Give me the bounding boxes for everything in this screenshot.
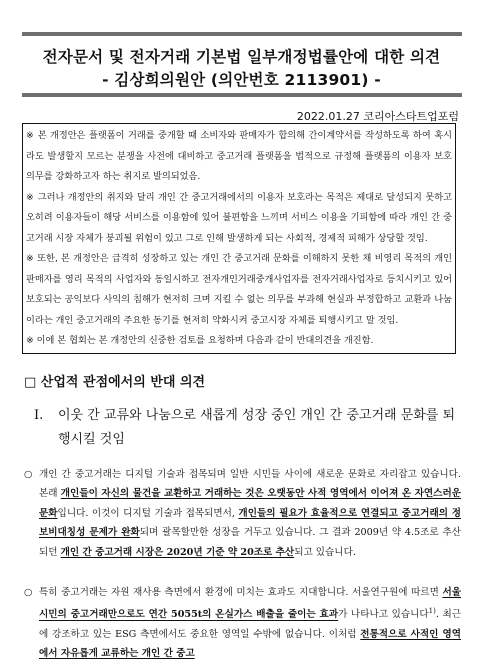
text-run: . 최근에 강조하고 있는 ESG 측면에서도 중요한 영역일 수밖에 없습니다. 이처럼	[39, 609, 461, 640]
summary-item: ※ 또한, 본 개정안은 급격히 성장하고 있는 개인 간 중고거래 문화를 이해하지 못한 채 비영리 목적의 개인판매자를 영리 목적의 사업자와 동일시하고 전자개인거래중개사업자를 전자거래사업자로 등치시키고 있어 보호되는 공익보다 사익의 침해가 현저히 크며 지킬 수 없는 의무를 부과해 현실과 부정합하고 교환과 나눔이라는 개인 중고거래의 주요한 동기를 현저히 약화시켜 중고시장 자체를 퇴행시키고 말 것임.	[26, 253, 452, 326]
roman-numeral: Ⅰ.	[34, 408, 44, 423]
underlined-emphasis: 개인들의 필요가 효율적으로 연결되고 중고거래의 정보비대칭성 문제가 완화	[39, 507, 461, 539]
paragraph-body	[39, 583, 461, 664]
top-rule	[22, 32, 462, 36]
text-run: 특히 중고거래는 자원 재사용 측면에서 환경에 미치는 효과도 지대합니다. 서울연구원에 따르면	[39, 587, 443, 598]
section-heading: □ 산업적 관점에서의 반대 의견	[24, 375, 206, 390]
document-subtitle: - 김상희의원안 (의안번호 2113901) -	[102, 71, 381, 89]
circle-bullet-icon: ○	[24, 587, 33, 598]
underlined-emphasis: 전통적으로 사적인 영역에서 자유롭게 교류하는 개인 간 중고	[39, 629, 461, 660]
underlined-emphasis: 개인 간 중고거래 시장은 2020년 기준 약 20조로 추산	[60, 546, 295, 558]
text-run: 개인 간 중고거래는 디지털 기술과 접목되며 일반 시민들 사이에 새로운 문화로 자리잡고 있습니다. 본래	[39, 469, 461, 500]
roman-item	[34, 404, 464, 452]
paragraph-2	[24, 583, 461, 664]
summary-item: ※ 그러나 개정안의 취지와 달리 개인 간 중고거래에서의 이용자 보호라는 목적은 제대로 달성되지 못하고 오히려 이용자들이 해당 서비스를 이용함에 있어 불편함을 느끼며 서비스 이용을 기피함에 따라 개인 간 중고거래 시장 자체가 붕괴될 위험이 있고 그로 인해 발생하게 되는 사회적, 경제적 피해가 상당할 것임.	[26, 191, 452, 244]
paragraph-1	[24, 465, 461, 562]
paragraph-body	[39, 465, 461, 562]
underlined-emphasis: 서울시민의 중고거래만으로도 연간 5055t의 온실가스 배출을 줄이는 효과	[39, 587, 461, 621]
bottom-rule	[22, 93, 462, 97]
text-run: 되며 괄목할만한 성장을 거두고 있습니다. 그 결과 2009년 약 4.5조로 추산되던	[39, 527, 461, 558]
footnote-marker[interactable]: 1)	[428, 607, 436, 616]
roman-item-text: 이웃 간 교류와 나눔으로 새롭게 성장 중인 개인 간 중고거래 문화를 퇴행시킬 것임	[58, 408, 456, 447]
document-title: 전자문서 및 전자거래 기본법 일부개정법률안에 대한 의견	[42, 48, 441, 66]
underlined-emphasis: 개인들이 자신의 물건을 교환하고 거래하는 것은 오랫동안 사적 영역에서 이어져 온 자연스러운 문화	[39, 488, 461, 519]
text-run: 입니다. 이것이 디지털 기술과 접목되면서,	[57, 507, 239, 519]
date-and-organization: 2022.01.27 코리아스타트업포럼	[296, 110, 459, 123]
text-run: 되고 있습니다.	[294, 546, 356, 558]
summary-box	[22, 123, 456, 354]
circle-bullet-icon: ○	[24, 469, 33, 480]
summary-item: ※ 본 개정안은 플랫폼이 거래를 중개할 때 소비자와 판매자가 합의해 간이계약서를 작성하도록 하여 혹시라도 발생할지 모르는 분쟁을 사전에 대비하고 중고거래 플랫폼을 법적으로 규정해 플랫폼의 이용자 보호 의무를 강화하고자 하는 취지로 발의되었음.	[26, 130, 452, 182]
summary-item: ※ 이에 본 협회는 본 개정안의 신중한 검토를 요청하며 다음과 같이 반대의견을 개진함.	[26, 335, 374, 346]
text-run: 가 나타나고 있습니다	[338, 609, 429, 621]
